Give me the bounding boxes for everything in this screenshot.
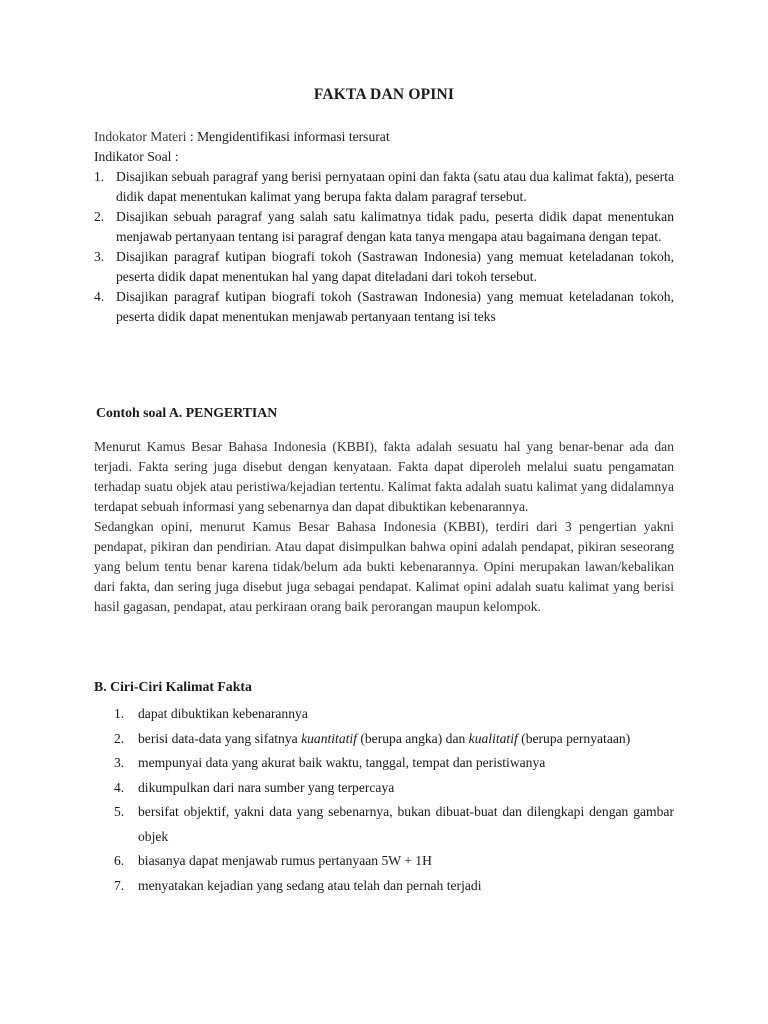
text-segment: berisi data-data yang sifatnya [138,730,302,746]
list-number: 3. [114,755,125,770]
indicator-section [94,127,674,327]
list-number: 1. [114,706,125,721]
paragraph-fakta: Menurut Kamus Besar Bahasa Indonesia (KBBI), fakta adalah sesuatu hal yang benar-benar ada dan terjadi. Fakta sering juga disebut dengan kenyataan. Fakta dapat diperoleh melalui suatu pengamatan terhadap suatu objek atau peristiwa/kejadian tertentu. Kalimat fakta adalah suatu kalimat yang didalamnya terdapat sebuah informasi yang sebenarnya dan dapat dibuktikan kebenarannya. [94,439,674,514]
list-text: Disajikan paragraf kutipan biografi tokoh (Sastrawan Indonesia) yang memuat keteladanan tokoh, peserta didik dapat menentukan hal yang dapat diteladani dari tokoh tersebut. [116,249,674,284]
section-a-heading: Contoh soal A. PENGERTIAN [96,405,278,420]
section-a-body [94,437,674,617]
section-b-heading: B. Ciri-Ciri Kalimat Fakta [94,679,252,694]
indikator-materi-separator: : [186,129,198,144]
list-item [94,207,674,247]
list-text: Disajikan paragraf kutipan biografi tokoh (Sastrawan Indonesia) yang memuat keteladanan tokoh, peserta didik dapat menentukan menjawab pertanyaan tentang isi teks [116,289,674,324]
indikator-soal-list [94,167,674,327]
list-item [94,287,674,327]
list-item [114,800,674,849]
list-item [114,751,674,776]
document-title: FAKTA DAN OPINI [313,86,455,103]
list-text: menyatakan kejadian yang sedang atau telah dan pernah terjadi [138,877,482,893]
list-text: bersifat objektif, yakni data yang sebenarnya, bukan dibuat-buat dan dilengkapi dengan gambar objek [138,804,674,844]
ciri-fakta-list [114,702,674,898]
italic-term: kualitatif [468,730,518,746]
list-text: Disajikan sebuah paragraf yang salah satu kalimatnya tidak padu, peserta didik dapat menentukan menjawab pertanyaan tentang isi paragraf dengan kata tanya mengapa atau bagaimana dengan tepat. [116,209,674,244]
list-number: 7. [114,877,125,893]
list-number: 1. [94,169,105,184]
list-text: dikumpulkan dari nara sumber yang terpercaya [138,779,395,795]
list-text: Disajikan sebuah paragraf yang berisi pernyataan opini dan fakta (satu atau dua kalimat fakta), peserta didik dapat menentukan kalimat yang berupa fakta dalam paragraf tersebut. [116,169,674,204]
list-number: 4. [94,289,105,304]
indikator-materi-value: Mengidentifikasi informasi tersurat [197,129,390,144]
list-text: mempunyai data yang akurat baik waktu, tanggal, tempat dan peristiwanya [138,755,546,770]
indikator-soal-label: Indikator Soal : [94,149,179,164]
indikator-materi-label: Indokator Materi [94,129,187,144]
list-number: 2. [114,730,125,746]
italic-term: kuantitatif [301,730,357,746]
list-item [94,247,674,287]
text-segment: (berupa pernyataan) [517,730,631,746]
list-text: dapat dibuktikan kebenarannya [138,706,308,721]
list-text [138,731,630,746]
list-number: 2. [94,209,105,224]
list-item [114,727,674,752]
list-item [114,849,674,874]
text-segment: (berupa angka) dan [356,730,469,746]
list-item [94,167,674,207]
list-number: 3. [94,249,105,264]
list-text: biasanya dapat menjawab rumus pertanyaan 5W + 1H [138,853,432,868]
list-number: 4. [114,779,125,795]
list-item [114,702,674,727]
list-number: 5. [114,804,125,819]
list-item [114,776,674,801]
list-number: 6. [114,853,125,868]
indikator-materi-line [94,127,674,147]
paragraph-opini: Sedangkan opini, menurut Kamus Besar Bahasa Indonesia (KBBI), terdiri dari 3 pengertian yakni pendapat, pikiran dan pendirian. Atau dapat disimpulkan bahwa opini adalah pendapat, pikiran seseorang yang belum tentu benar karena tidak/belum ada bukti kebenarannya. Opini merupakan lawan/kebalikan dari fakta, dan sering juga disebut juga sebagai pendapat. Kalimat opini adalah suatu kalimat yang berisi hasil gagasan, pendapat, atau perkiraan orang baik perorangan maupun kelompok. [94,519,674,614]
list-item [114,874,674,899]
